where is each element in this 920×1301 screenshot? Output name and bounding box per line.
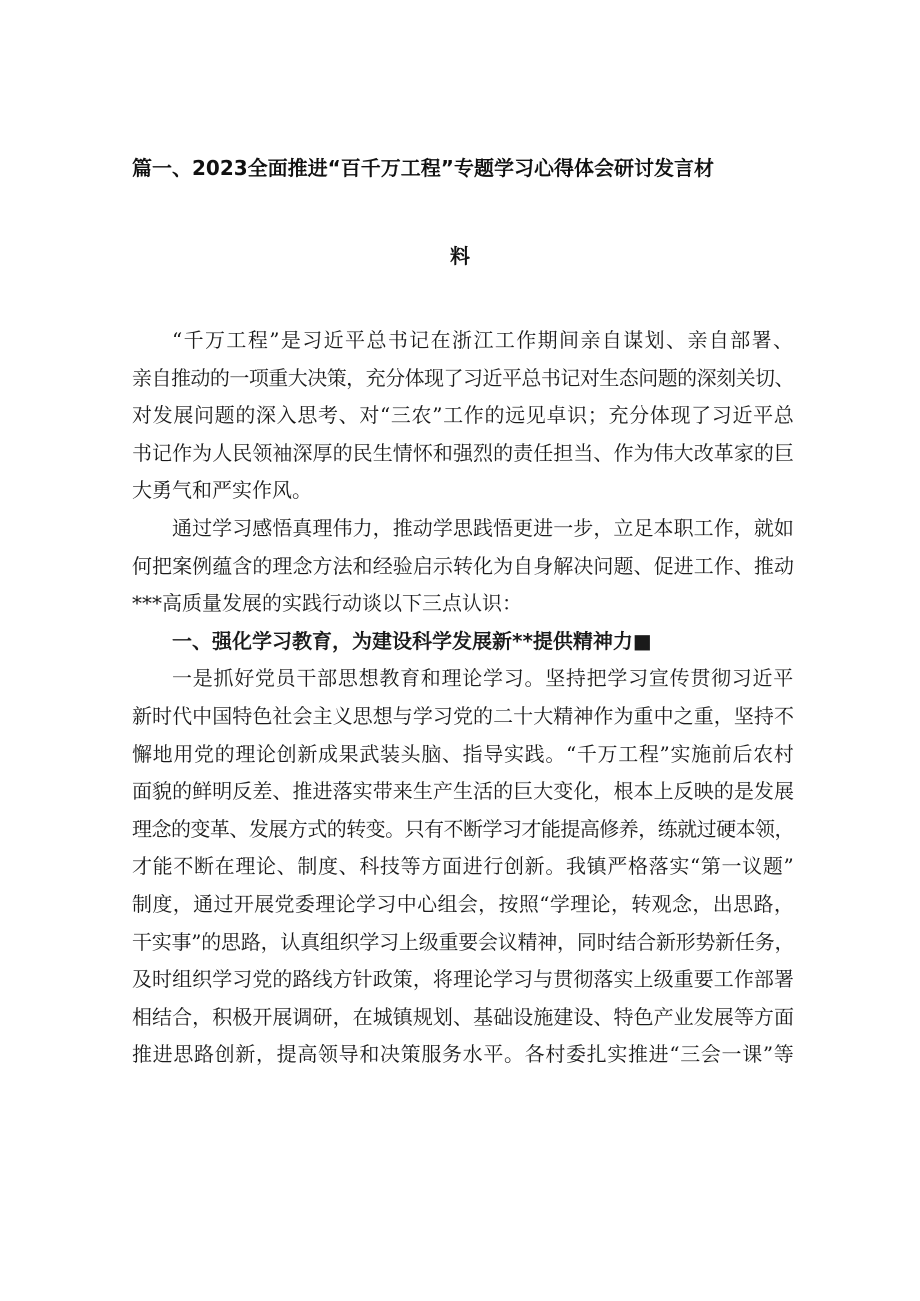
paragraph-line: ***高质量发展的实践行动谈以下三点认识： xyxy=(132,591,522,616)
paragraph-line: 书记作为人民领袖深厚的民生情怀和强烈的责任担当、作为伟大改革家的巨 xyxy=(132,440,794,465)
paragraph-line: 干实事”的思路，认真组织学习上级重要会议精神，同时结合新形势新任务， xyxy=(132,929,795,954)
paragraph-line: 面貌的鲜明反差、推进落实带来生产生活的巨大变化，根本上反映的是发展 xyxy=(132,779,794,804)
paragraph-line: 亲自推动的一项重大决策，充分体现了习近平总书记对生态问题的深刻关切、 xyxy=(132,365,794,390)
paragraph-line: 相结合，积极开展调研，在城镇规划、基础设施建设、特色产业发展等方面 xyxy=(132,1004,794,1029)
paragraph-line: 对发展问题的深入思考、对“三农”工作的远见卓识；充分体现了习近平总 xyxy=(132,403,795,428)
document-title-line-1: 篇一、2023全面推进“百千万工程”专题学习心得体会研讨发言材 xyxy=(132,156,714,180)
paragraph-line: 理念的变革、发展方式的转变。只有不断学习才能提高修养，练就过硬本领， xyxy=(132,816,794,841)
paragraph-line: 懈地用党的理论创新成果武装头脑、指导实践。“千万工程”实施前后农村 xyxy=(132,741,795,766)
paragraph-line: 及时组织学习党的路线方针政策，将理论学习与贯彻落实上级重要工作部署 xyxy=(132,967,794,992)
paragraph-line: 推进思路创新，提高领导和决策服务水平。各村委扎实推进“三会一课”等 xyxy=(132,1042,795,1067)
paragraph-line: 才能不断在理论、制度、科技等方面进行创新。我镇严格落实“第一议题” xyxy=(132,854,795,879)
document-title-line-2: 料 xyxy=(450,244,470,268)
paragraph-line: 通过学习感悟真理伟力，推动学思践悟更进一步，立足本职工作，就如 xyxy=(172,516,794,540)
section-heading: 一、强化学习教育，为建设科学发展新**提供精神力■ xyxy=(172,628,652,653)
paragraph-line: 新时代中国特色社会主义思想与学习党的二十大精神作为重中之重，坚持不 xyxy=(132,704,794,728)
paragraph-line: 大勇气和严实作风。 xyxy=(132,478,312,503)
paragraph-line: “千万工程”是习近平总书记在浙江工作期间亲自谋划、亲自部署、 xyxy=(172,328,795,352)
paragraph-line: 制度，通过开展党委理论学习中心组会，按照“学理论，转观念，出思路， xyxy=(132,892,795,916)
paragraph-line: 何把案例蕴含的理念方法和经验启示转化为自身解决问题、促进工作、推动 xyxy=(132,553,794,578)
paragraph-line: 一是抓好党员干部思想教育和理论学习。坚持把学习宣传贯彻习近平 xyxy=(172,666,794,691)
